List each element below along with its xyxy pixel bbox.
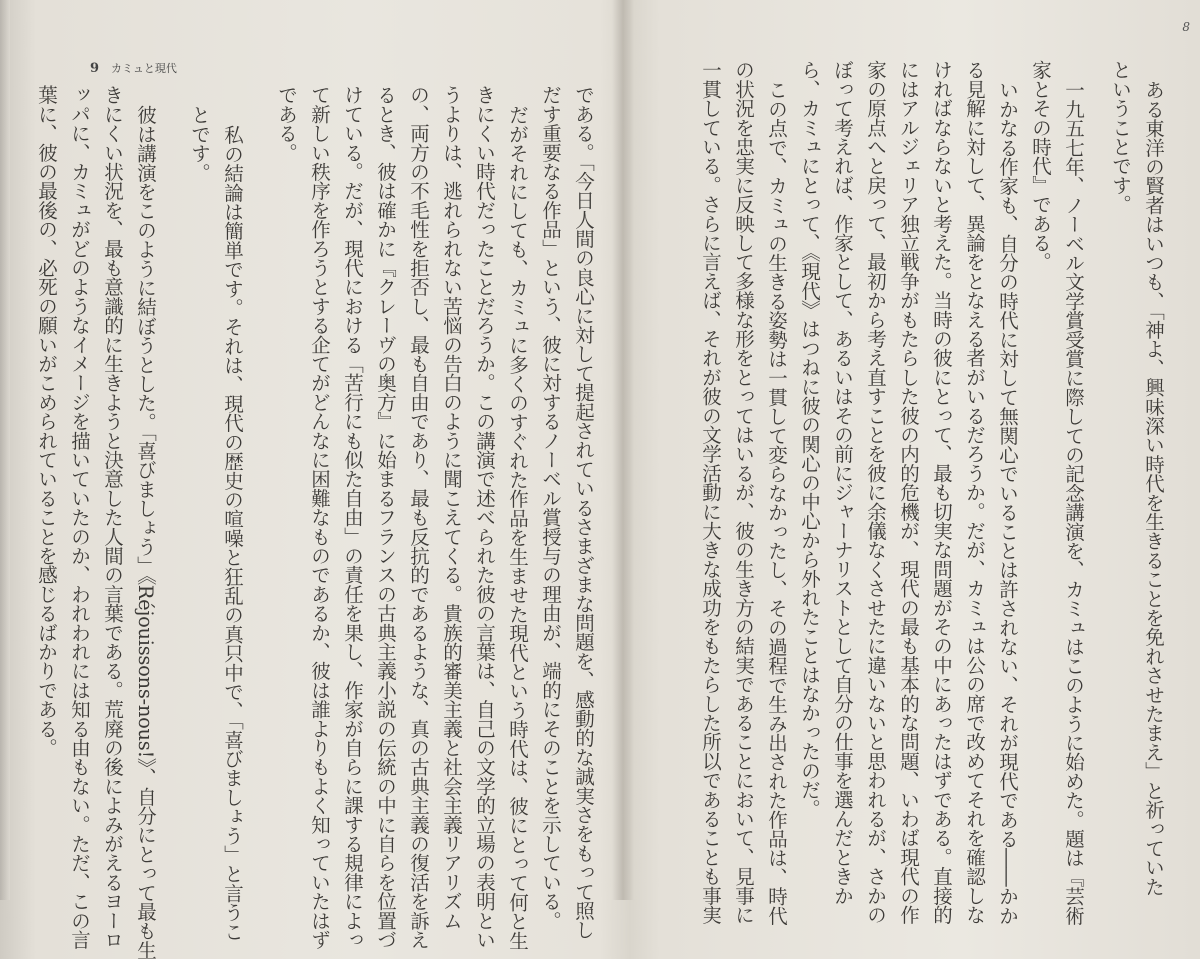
text-line: 彼は講演をこのように結ぼうとした。「喜びましょう」《Réjouissons-nous!》、自分にとって最も生: [134, 105, 157, 959]
paragraph-gap: [162, 0, 183, 900]
quote-line: 私の結論は簡単です。それは、現代の歴史の喧噪と狂乱の真只中で、「喜びましょう」と言うこ: [221, 125, 244, 941]
text-line: ということです。: [1109, 60, 1132, 214]
text-line: である。: [275, 85, 298, 162]
text-line: この点で、カミュの生きる姿勢は一貫して変らなかったし、その過程で生み出された作品は、時代: [765, 80, 788, 925]
quote-line: とです。: [188, 105, 211, 182]
text-line: ッパに、カミュがどのようなイメージを描いていたのか、われわれには知る由もない。ただ、この言: [68, 85, 91, 950]
text-line: けている。だが、現代における「苦行にも似た自由」の責任を果し、作家が自らに課する規律によっ: [341, 85, 364, 950]
text-line: 一九五七年、ノーベル文学賞受賞に際しての記念講演を、カミュはこのように始めた。題は『芸術: [1062, 80, 1085, 925]
text-line: だす重要なる作品」という、彼に対するノーベル賞授与の理由が、端的にそのことを示している。: [539, 85, 562, 930]
text-line: の状況を忠実に反映して多様な形をとってはいるが、彼の生き方の結実であることにおいて、見事に: [732, 60, 755, 925]
text-line: ければならないと考えた。当時の彼にとって、最も切実な問題がその中にあったはずである。直接的: [930, 60, 953, 925]
text-line: 家の原点へと戻って、最初から考え直すことを彼に余儀なくさせたに違いないと思われるが、さかの: [864, 60, 887, 925]
text-line: ある東洋の賢者はいつも、「神よ、興味深い時代を生きることを免れさせたまえ」と祈っていた: [1142, 80, 1165, 896]
text-line: る見解に対して、異論をとなえる者がいるだろうか。だが、カミュは公の席で改めてそれを確認しな: [963, 60, 986, 925]
text-line: きにくい状況を、最も意識的に生きようと決意した人間の言葉である。荒廃の後によみがえるヨーロ: [101, 85, 124, 950]
running-header-title: カミュと現代: [111, 62, 177, 75]
text-line: きにくい時代だったことだろうか。この講演で述べられた彼の言葉は、自己の文学的立場の表明とい: [473, 85, 496, 950]
text-line: だがそれにしても、カミュに多くのすぐれた作品を生ませた現代という時代は、彼にとって何と生: [506, 105, 529, 950]
text-line: るとき、彼は確かに『クレーヴの奥方』に始まるフランスの古典主義小説の伝統の中に自らを位置づ: [374, 85, 397, 950]
text-line: うよりは、逃れられない苦悩の告白のように聞こえてくる。貴族的審美主義と社会主義リアリズム: [440, 85, 463, 930]
paragraph-gap: [249, 0, 270, 900]
text-line: いかなる作家も、自分の時代に対して無関心でいることは許されない、それが現代である――かか: [996, 80, 1019, 925]
page-number-left: 9: [90, 61, 100, 76]
paragraph-gap: [1090, 0, 1104, 900]
right-page: [630, 0, 1170, 925]
text-line: ぼって考えれば、作家として、あるいはその前にジャーナリストとして自分の仕事を選んだときか: [831, 60, 854, 905]
left-page: [30, 0, 600, 959]
page-number-right: 8: [1182, 20, 1190, 34]
book-edge: [0, 0, 10, 900]
text-line: 一貫している。さらに言えば、それが彼の文学活動に大きな成功をもたらした所以であることも事実: [699, 60, 722, 925]
text-line: 葉に、彼の最後の、必死の願いがこめられていることを感じるばかりである。: [35, 85, 58, 758]
text-line: の、両方の不毛性を拒否し、最も自由であり、最も反抗的であるような、真の古典主義の復活を訴え: [407, 85, 430, 950]
text-line: 家とその時代』である。: [1029, 60, 1052, 272]
text-line: にはアルジェリア独立戦争がもたらした彼の内的危機が、現代の最も基本的な問題、いわば現代の作: [897, 60, 920, 925]
text-line: ら、カミュにとって、《現代》はつねに彼の関心の中心から外れたことはなかったのだ。: [798, 60, 821, 819]
text-line: て新しい秩序を作ろうとする企てがどんなに困難なものであるか、彼は誰よりもよく知っていたはず: [308, 85, 331, 950]
text-line: である。「今日人間の良心に対して提起されているさまざまな問題を、感動的な誠実さをもって照し: [572, 85, 595, 940]
